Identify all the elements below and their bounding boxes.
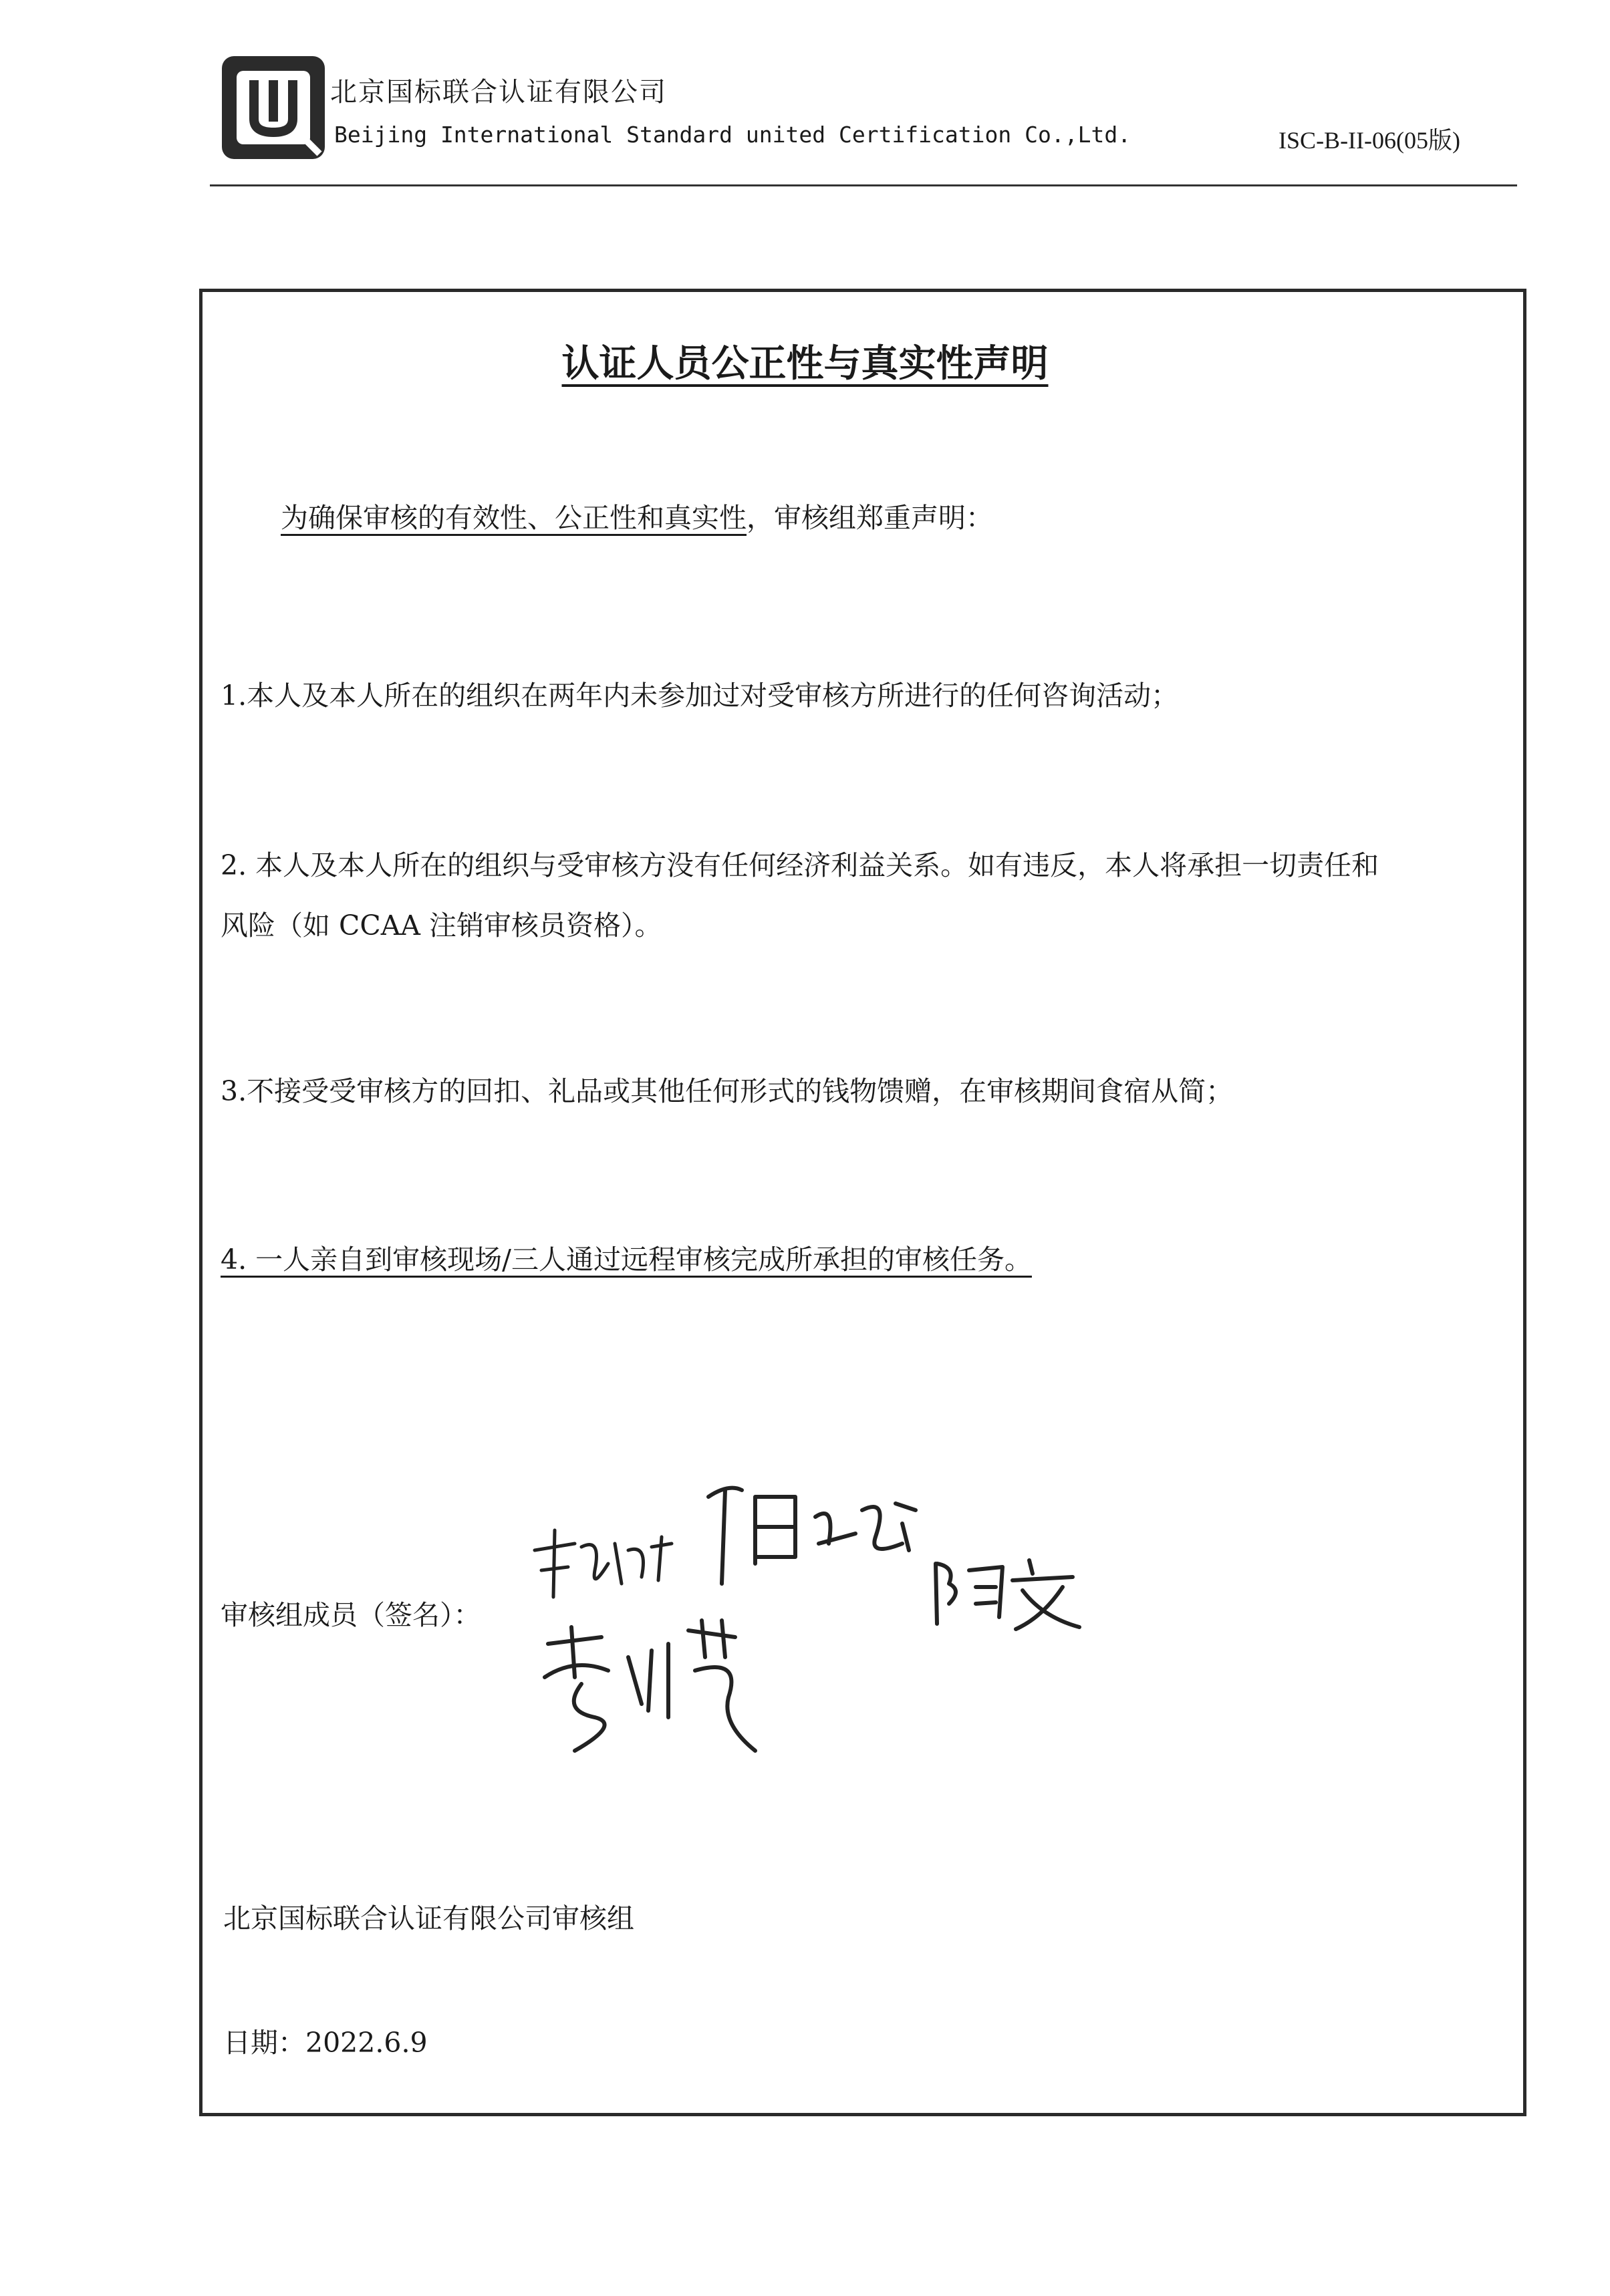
signature-2	[702, 1470, 929, 1604]
declaration-frame	[199, 289, 1526, 2116]
intro-rest-text: ，审核组郑重声明：	[747, 502, 993, 534]
signature-4	[535, 1617, 775, 1764]
intro-underlined-text: 为确保审核的有效性、公正性和真实性	[281, 502, 747, 534]
company-name-cn: 北京国标联合认证有限公司	[330, 77, 667, 108]
document-title: 认证人员公正性与真实性声明	[561, 342, 1049, 386]
signature-1	[528, 1517, 682, 1617]
declaration-item-2-continued: 风险（如 CCAA 注销审核员资格）。	[221, 909, 662, 942]
declaration-item-3: 3.不接受受审核方的回扣、礼品或其他任何形式的钱物馈赠，在审核期间食宿从简；	[221, 1075, 1234, 1107]
header-divider	[210, 184, 1517, 186]
organization-name: 北京国标联合认证有限公司审核组	[223, 1902, 634, 1934]
document-code: ISC-B-II-06(05版)	[1279, 127, 1460, 154]
signature-label: 审核组成员（签名）：	[221, 1599, 481, 1631]
company-name-en: Beijing International Standard united Certification Co.,Ltd.	[334, 122, 1131, 148]
intro-paragraph	[281, 496, 993, 535]
declaration-item-2: 2. 本人及本人所在的组织与受审核方没有任何经济利益关系。如有违反，本人将承担一切责任和	[221, 849, 1379, 881]
signature-3	[929, 1550, 1089, 1637]
declaration-date: 日期：2022.6.9	[223, 2027, 428, 2059]
declaration-item-4: 4. 一人亲自到审核现场/三人通过远程审核完成所承担的审核任务。	[221, 1244, 1032, 1276]
company-logo-icon	[219, 53, 327, 162]
declaration-item-1: 1.本人及本人所在的组织在两年内未参加过对受审核方所进行的任何咨询活动；	[221, 680, 1179, 712]
